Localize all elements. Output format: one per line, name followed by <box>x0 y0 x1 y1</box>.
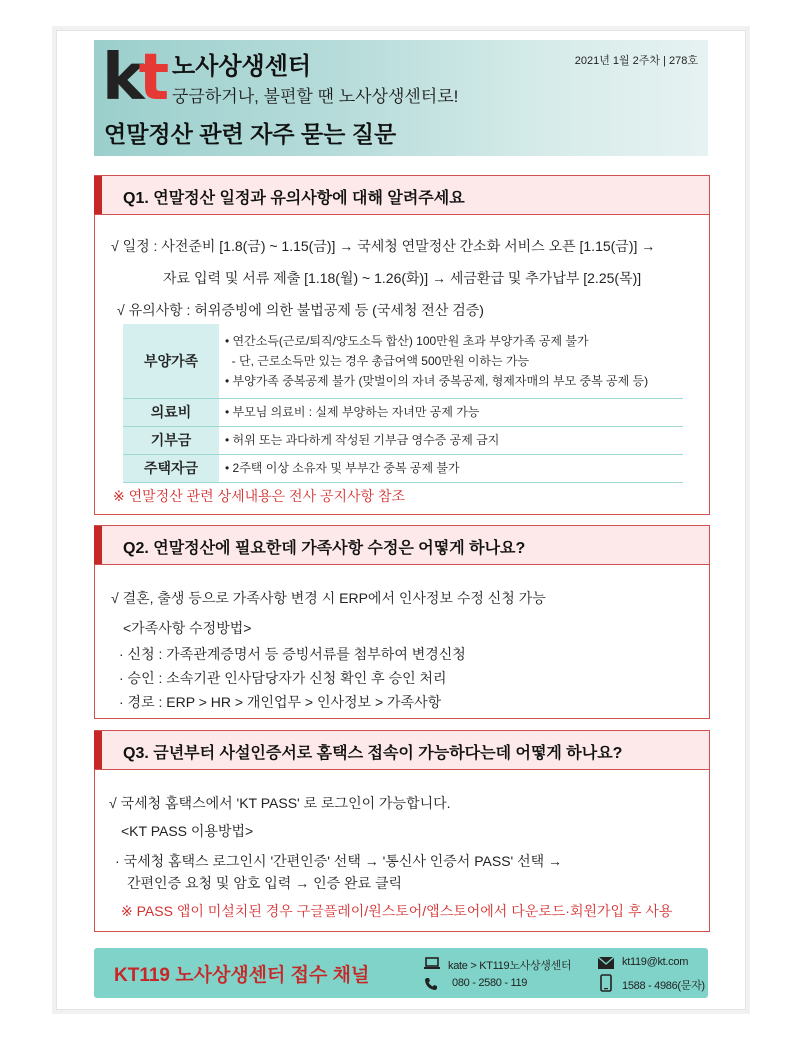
brand-slogan: 궁금하거나, 불편할 땐 노사상생센터로! <box>172 87 459 106</box>
table-description: • 연간소득(근로/퇴직/양도소득 합산) 100만원 초과 부양가족 공제 불가 - 단, 근로소득만 있는 경우 총급여액 500만원 이하는 가능 • 부양가족 중복공제 불가 (맞벌이의 자녀 중복공제, 형제자매의 부모 중복 공제 등) <box>219 324 683 398</box>
page-title: 연말정산 관련 자주 묻는 질문 <box>104 121 397 147</box>
newsletter-header <box>94 40 708 156</box>
q1-header <box>95 176 709 215</box>
q3-section <box>94 730 710 932</box>
footer-email[interactable]: kt119@kt.com <box>622 956 689 968</box>
table-category: 주택자금 <box>123 454 219 482</box>
issue-info: 2021년 1월 2주차 | 278호 <box>574 55 698 67</box>
table-category: 기부금 <box>123 426 219 454</box>
brand-title: 노사상생센터 <box>172 53 312 80</box>
q2-step: · 승인 : 소속기관 인사담당자가 신청 확인 후 승인 처리 <box>119 670 447 686</box>
table-category: 의료비 <box>123 398 219 426</box>
q3-intro: √ 국세청 홈택스에서 'KT PASS' 로 로그인이 가능합니다. <box>109 795 451 811</box>
q3-method-title: <KT PASS 이용방법> <box>121 823 254 839</box>
laptop-icon <box>424 957 440 971</box>
mobile-icon <box>600 974 612 992</box>
footer-title: KT119 노사상생센터 접수 채널 <box>114 965 370 986</box>
q2-step: · 경로 : ERP > HR > 개인업무 > 인사정보 > 가족사항 <box>119 694 442 710</box>
q3-accent-bar <box>94 731 102 769</box>
q2-header <box>95 526 709 565</box>
q1-caution-intro: √ 유의사항 : 허위증빙에 의한 불법공제 등 (국세청 전산 검증) <box>117 302 484 318</box>
table-row <box>123 426 683 454</box>
q1-section <box>94 175 710 515</box>
q2-step: · 신청 : 가족관계증명서 등 증빙서류를 첨부하여 변경신청 <box>119 646 466 662</box>
q3-step-1: · 국세청 홈택스 로그인시 '간편인증' 선택 → '통신사 인증서 PASS' 선택 → <box>115 853 563 869</box>
footer-sms[interactable]: 1588 - 4986(문자) <box>622 980 705 992</box>
q2-section <box>94 525 710 719</box>
table-description: • 2주택 이상 소유자 및 부부간 중복 공제 불가 <box>219 454 683 482</box>
q1-title: Q1. 연말정산 일정과 유의사항에 대해 알려주세요 <box>123 190 465 207</box>
q3-step-2: 간편인증 요청 및 암호 입력 → 인증 완료 클릭 <box>127 875 403 891</box>
q3-note: ※ PASS 앱이 미설치된 경우 구글플레이/원스토어/앱스토어에서 다운로드·회원가입 후 사용 <box>121 903 673 919</box>
q1-accent-bar <box>94 176 102 214</box>
footer-web[interactable]: kate > KT119노사상생센터 <box>448 960 572 972</box>
q3-header <box>95 731 709 770</box>
q2-title: Q2. 연말정산에 필요한데 가족사항 수정은 어떻게 하나요? <box>123 540 526 557</box>
phone-icon <box>424 977 438 991</box>
q2-accent-bar <box>94 526 102 564</box>
contact-footer <box>94 948 708 998</box>
q2-method-title: <가족사항 수정방법> <box>123 620 252 636</box>
q3-title: Q3. 금년부터 사설인증서로 홈택스 접속이 가능하다는데 어떻게 하나요? <box>123 745 623 762</box>
table-row <box>123 398 683 426</box>
q1-note: ※ 연말정산 관련 상세내용은 전사 공지사항 참조 <box>113 488 406 504</box>
table-row <box>123 454 683 482</box>
q2-intro: √ 결혼, 출생 등으로 가족사항 변경 시 ERP에서 인사정보 수정 신청 가능 <box>111 590 546 606</box>
q1-schedule-line-1: √ 일정 : 사전준비 [1.8(금) ~ 1.15(금)] → 국세청 연말정산 간소화 서비스 오픈 [1.15(금)] → <box>111 238 656 254</box>
mail-icon <box>598 957 614 969</box>
table-row <box>123 324 683 398</box>
footer-phone[interactable]: 080 - 2580 - 119 <box>452 977 528 989</box>
table-description: • 허위 또는 과다하게 작성된 기부금 영수증 공제 금지 <box>219 426 683 454</box>
q1-caution-table <box>123 324 683 483</box>
table-description: • 부모님 의료비 : 실제 부양하는 자녀만 공제 가능 <box>219 398 683 426</box>
table-category: 부양가족 <box>123 324 219 398</box>
kt-logo: kt <box>102 41 164 115</box>
q1-schedule-line-2: 자료 입력 및 서류 제출 [1.18(월) ~ 1.26(화)] → 세금환급 및 추가납부 [2.25(목)] <box>163 270 642 286</box>
